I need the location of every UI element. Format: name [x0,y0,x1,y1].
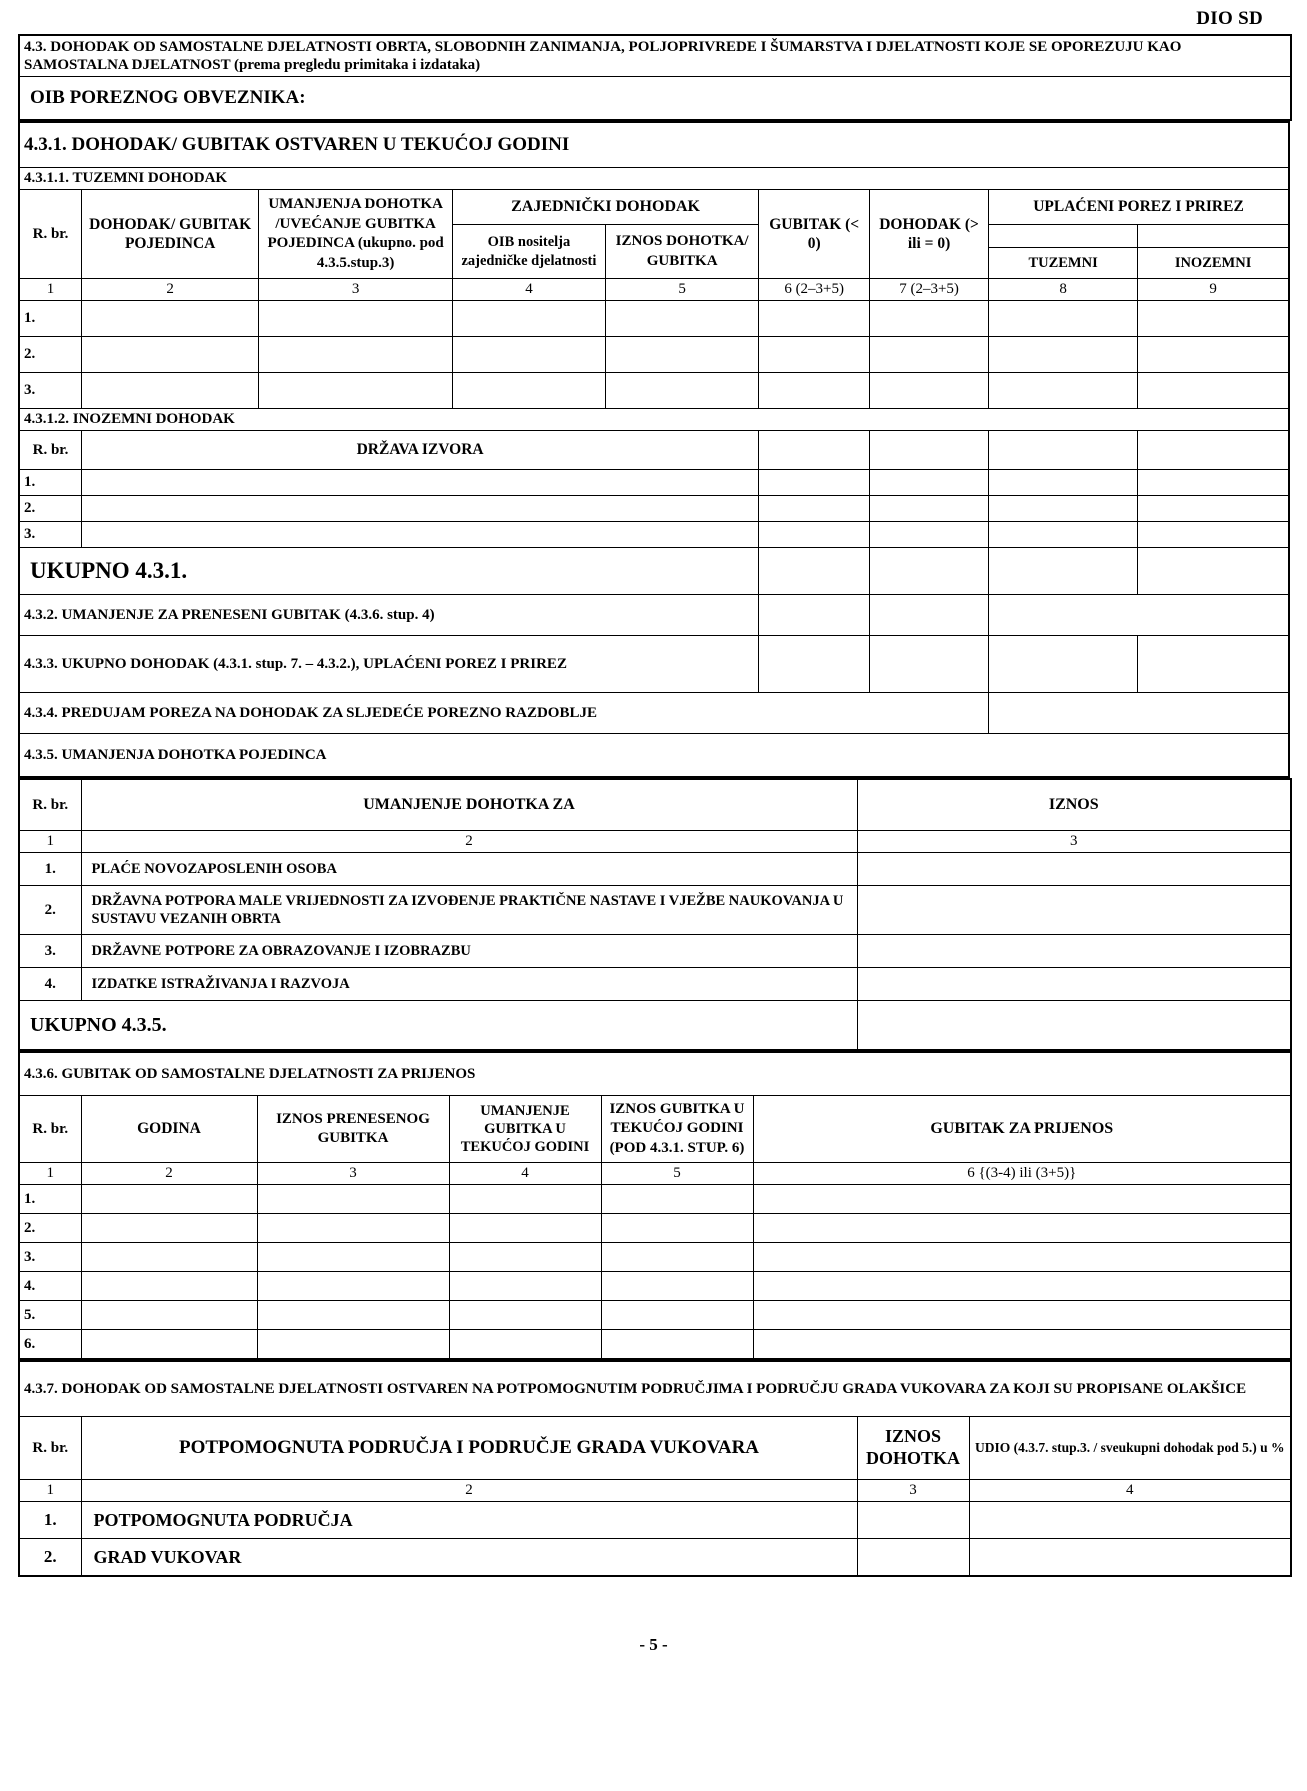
input-cell[interactable] [870,373,989,409]
input-cell[interactable] [257,1272,449,1301]
input-cell[interactable] [81,1330,257,1360]
input-cell[interactable] [759,470,870,496]
row-index: 2. [19,1539,81,1577]
section-43-title: 4.3. DOHODAK OD SAMOSTALNE DJELATNOSTI OBRTA, SLOBODNIH ZANIMANJA, POLJOPRIVREDE I ŠUMARSTVA I DJELATNOSTI KOJE SE OPOREZUJU KAO SAMOSTALNA DJELATNOST (prema pregledu primitaka i izdataka) [19,35,1291,77]
input-cell[interactable] [452,373,605,409]
section-437-table [18,1360,1292,1577]
section-434-label: 4.3.4. PREDUJAM POREZA NA DOHODAK ZA SLJEDEĆE POREZNO RAZDOBLJE [19,693,989,734]
row-index: 1. [19,470,81,496]
row-index: 2. [19,1214,81,1243]
section-431-table [18,121,1290,778]
input-cell[interactable] [81,496,758,522]
colnum-6: 6 (2–3+5) [759,279,870,301]
input-cell[interactable] [753,1330,1291,1360]
input-cell[interactable] [870,595,989,636]
input-cell[interactable] [989,636,1138,693]
colnum-4: 4 [452,279,605,301]
row-index: 5. [19,1301,81,1330]
input-cell[interactable] [1138,431,1289,470]
colnum-9: 9 [1138,279,1289,301]
oib-label: OIB POREZNOG OBVEZNIKA: [19,77,1291,121]
input-cell[interactable] [259,301,453,337]
input-cell[interactable] [81,373,258,409]
colnum-3: 3 [259,279,453,301]
row-index: 1. [19,301,81,337]
colnum-2: 2 [81,1163,257,1185]
row-index: 3. [19,935,81,968]
row-label: GRAD VUKOVAR [81,1539,857,1577]
input-cell[interactable] [1138,522,1289,548]
row-index: 2. [19,496,81,522]
document-header: DIO SD [1196,8,1263,29]
colnum-7: 7 (2–3+5) [870,279,989,301]
row-label: DRŽAVNE POTPORE ZA OBRAZOVANJE I IZOBRAZBU [81,935,857,968]
input-cell[interactable] [969,1502,1291,1539]
input-cell[interactable] [257,1243,449,1272]
input-cell[interactable] [81,1272,257,1301]
input-cell[interactable] [989,522,1138,548]
colnum-8: 8 [989,279,1138,301]
input-cell[interactable] [449,1214,601,1243]
input-cell[interactable] [452,337,605,373]
input-cell[interactable] [759,496,870,522]
input-cell[interactable] [606,301,759,337]
input-cell[interactable] [1138,373,1289,409]
col-header-umanjenja: UMANJENJA DOHOTKA /UVEĆANJE GUBITKA POJEDINCA (ukupno. pod 4.3.5.stup.3) [259,190,453,279]
input-cell[interactable] [759,373,870,409]
colnum-1: 1 [19,831,81,853]
input-cell[interactable] [1138,470,1289,496]
section-433-label: 4.3.3. UKUPNO DOHODAK (4.3.1. stup. 7. – 4.3.2.), UPLAĆENI POREZ I PRIREZ [19,636,759,693]
input-cell[interactable] [449,1301,601,1330]
input-cell[interactable] [81,1301,257,1330]
section-431-title: 4.3.1. DOHODAK/ GUBITAK OSTVAREN U TEKUĆOJ GODINI [19,122,1289,168]
input-cell[interactable] [759,548,870,595]
input-cell[interactable] [81,301,258,337]
input-cell[interactable] [449,1185,601,1214]
page-number: - 5 - [639,1635,668,1654]
section-435-title: 4.3.5. UMANJENJA DOHOTKA POJEDINCA [19,734,1289,778]
input-cell[interactable] [449,1330,601,1360]
input-cell[interactable] [870,496,989,522]
input-cell[interactable] [870,636,989,693]
colnum-3: 3 [857,1480,969,1502]
input-cell[interactable] [857,1502,969,1539]
input-cell[interactable] [857,886,1291,935]
input-cell[interactable] [857,935,1291,968]
col-header-udio: UDIO (4.3.7. stup.3. / sveukupni dohodak pod 5.) u % [969,1417,1291,1480]
input-cell[interactable] [1138,636,1289,693]
section-436-table [18,1051,1292,1360]
input-cell[interactable] [1138,337,1289,373]
row-index: 1. [19,1185,81,1214]
input-cell[interactable] [870,337,989,373]
input-cell[interactable] [759,431,870,470]
col-header-godina: GODINA [81,1096,257,1163]
section-4312-label: 4.3.1.2. INOZEMNI DOHODAK [19,409,1289,431]
col-header-iznos-435: IZNOS [857,779,1291,831]
input-cell[interactable] [989,548,1138,595]
input-cell[interactable] [601,1301,753,1330]
input-cell[interactable] [969,1539,1291,1577]
input-cell[interactable] [1138,301,1289,337]
col-header-iznos-gubitka-tekuca: IZNOS GUBITKA U TEKUĆOJ GODINI (POD 4.3.1. STUP. 6) [601,1096,753,1163]
col-header-dohodak: DOHODAK (> ili = 0) [870,190,989,279]
input-cell[interactable] [257,1301,449,1330]
input-cell[interactable] [857,1539,969,1577]
section-435-table [18,778,1292,1051]
input-cell[interactable] [753,1185,1291,1214]
input-cell[interactable] [81,470,758,496]
col-header-rbr-435: R. br. [19,779,81,831]
input-cell[interactable] [257,1214,449,1243]
col-header-inozemni: INOZEMNI [1138,248,1289,279]
input-cell[interactable] [870,548,989,595]
col-header-oib-nositelja: OIB nositelja zajedničke djelatnosti [452,225,605,279]
col-header-drzava-izvora: DRŽAVA IZVORA [81,431,758,470]
col-header-podrucja: POTPOMOGNUTA PODRUČJA I PODRUČJE GRADA VUKOVARA [81,1417,857,1480]
row-label: IZDATKE ISTRAŽIVANJA I RAZVOJA [81,968,857,1001]
input-cell[interactable] [81,1185,257,1214]
input-cell[interactable] [606,373,759,409]
input-cell[interactable] [989,470,1138,496]
row-label: DRŽAVNA POTPORA MALE VRIJEDNOSTI ZA IZVOĐENJE PRAKTIČNE NASTAVE I VJEŽBE NAUKOVANJA U SUSTAVU VEZANIH OBRTA [81,886,857,935]
input-cell[interactable] [257,1185,449,1214]
input-cell[interactable] [989,693,1289,734]
colnum-3: 3 [857,831,1291,853]
input-cell[interactable] [759,595,870,636]
colnum-1: 1 [19,1480,81,1502]
input-cell[interactable] [449,1243,601,1272]
input-cell[interactable] [601,1185,753,1214]
input-cell[interactable] [870,522,989,548]
col-header-dohodak-gubitak-pojedinca: DOHODAK/ GUBITAK POJEDINCA [81,190,258,279]
input-cell[interactable] [857,1001,1291,1051]
input-cell[interactable] [601,1243,753,1272]
row-index: 1. [19,1502,81,1539]
colnum-5: 5 [606,279,759,301]
input-cell[interactable] [81,1243,257,1272]
input-cell[interactable] [753,1301,1291,1330]
input-cell[interactable] [452,301,605,337]
row-label: POTPOMOGNUTA PODRUČJA [81,1502,857,1539]
input-cell[interactable] [989,496,1138,522]
input-cell[interactable] [857,853,1291,886]
row-index: 4. [19,1272,81,1301]
col-header-rbr-436: R. br. [19,1096,81,1163]
section-4311-label: 4.3.1.1. TUZEMNI DOHODAK [19,168,1289,190]
row-index: 2. [19,886,81,935]
col-header-gubitak: GUBITAK (< 0) [759,190,870,279]
col-header-rbr-inozemni: R. br. [19,431,81,470]
input-cell[interactable] [759,337,870,373]
row-index: 2. [19,337,81,373]
input-cell[interactable] [759,636,870,693]
input-cell[interactable] [81,1214,257,1243]
colnum-5: 5 [601,1163,753,1185]
colnum-2: 2 [81,279,258,301]
input-cell[interactable] [989,431,1138,470]
row-index: 3. [19,522,81,548]
total-435-label: UKUPNO 4.3.5. [19,1001,857,1051]
col-header-uplaceni-porez: UPLAĆENI POREZ I PRIREZ [989,190,1289,225]
input-cell[interactable] [989,595,1289,636]
col-header-rbr-437: R. br. [19,1417,81,1480]
input-cell[interactable] [989,301,1138,337]
input-cell[interactable] [753,1243,1291,1272]
col-header-iznos-dohotka: IZNOS DOHOTKA [857,1417,969,1480]
col-header-iznos-prenesenog: IZNOS PRENESENOG GUBITKA [257,1096,449,1163]
col-header-rbr: R. br. [19,190,81,279]
colnum-3: 3 [257,1163,449,1185]
input-cell[interactable] [449,1272,601,1301]
col-header-spacer [989,225,1138,248]
input-cell[interactable] [870,470,989,496]
input-cell[interactable] [601,1272,753,1301]
row-label: PLAĆE NOVOZAPOSLENIH OSOBA [81,853,857,886]
colnum-2: 2 [81,1480,857,1502]
input-cell[interactable] [759,301,870,337]
input-cell[interactable] [606,337,759,373]
col-header-gubitak-za-prijenos: GUBITAK ZA PRIJENOS [753,1096,1291,1163]
colnum-1: 1 [19,1163,81,1185]
row-index: 1. [19,853,81,886]
col-header-umanjenje-gubitka: UMANJENJE GUBITKA U TEKUĆOJ GODINI [449,1096,601,1163]
input-cell[interactable] [1138,548,1289,595]
input-cell[interactable] [870,301,989,337]
input-cell[interactable] [259,337,453,373]
col-header-iznos-dohotka-gubitka: IZNOS DOHOTKA/ GUBITKA [606,225,759,279]
row-index: 4. [19,968,81,1001]
col-header-zajednicki-dohodak: ZAJEDNIČKI DOHODAK [452,190,758,225]
colnum-2: 2 [81,831,857,853]
colnum-4: 4 [969,1480,1291,1502]
input-cell[interactable] [759,522,870,548]
input-cell[interactable] [753,1272,1291,1301]
input-cell[interactable] [601,1330,753,1360]
row-index: 3. [19,1243,81,1272]
input-cell[interactable] [601,1214,753,1243]
col-header-spacer2 [1138,225,1289,248]
section-43-header-table [18,34,1292,121]
input-cell[interactable] [257,1330,449,1360]
input-cell[interactable] [989,337,1138,373]
input-cell[interactable] [989,373,1138,409]
col-header-tuzemni: TUZEMNI [989,248,1138,279]
input-cell[interactable] [753,1214,1291,1243]
col-header-umanjenje-za: UMANJENJE DOHOTKA ZA [81,779,857,831]
input-cell[interactable] [259,373,453,409]
input-cell[interactable] [81,522,758,548]
input-cell[interactable] [81,337,258,373]
colnum-4: 4 [449,1163,601,1185]
colnum-1: 1 [19,279,81,301]
row-index: 6. [19,1330,81,1360]
section-437-title: 4.3.7. DOHODAK OD SAMOSTALNE DJELATNOSTI OSTVAREN NA POTPOMOGNUTIM PODRUČJIMA I PODRUČJU GRADA VUKOVARA ZA KOJI SU PROPISANE OLAKŠICE [19,1361,1291,1417]
section-436-title: 4.3.6. GUBITAK OD SAMOSTALNE DJELATNOSTI ZA PRIJENOS [19,1052,1291,1096]
row-index: 3. [19,373,81,409]
section-432-label: 4.3.2. UMANJENJE ZA PRENESENI GUBITAK (4.3.6. stup. 4) [19,595,759,636]
total-431-label: UKUPNO 4.3.1. [19,548,759,595]
input-cell[interactable] [1138,496,1289,522]
colnum-6: 6 {(3-4) ili (3+5)} [753,1163,1291,1185]
input-cell[interactable] [870,431,989,470]
input-cell[interactable] [857,968,1291,1001]
